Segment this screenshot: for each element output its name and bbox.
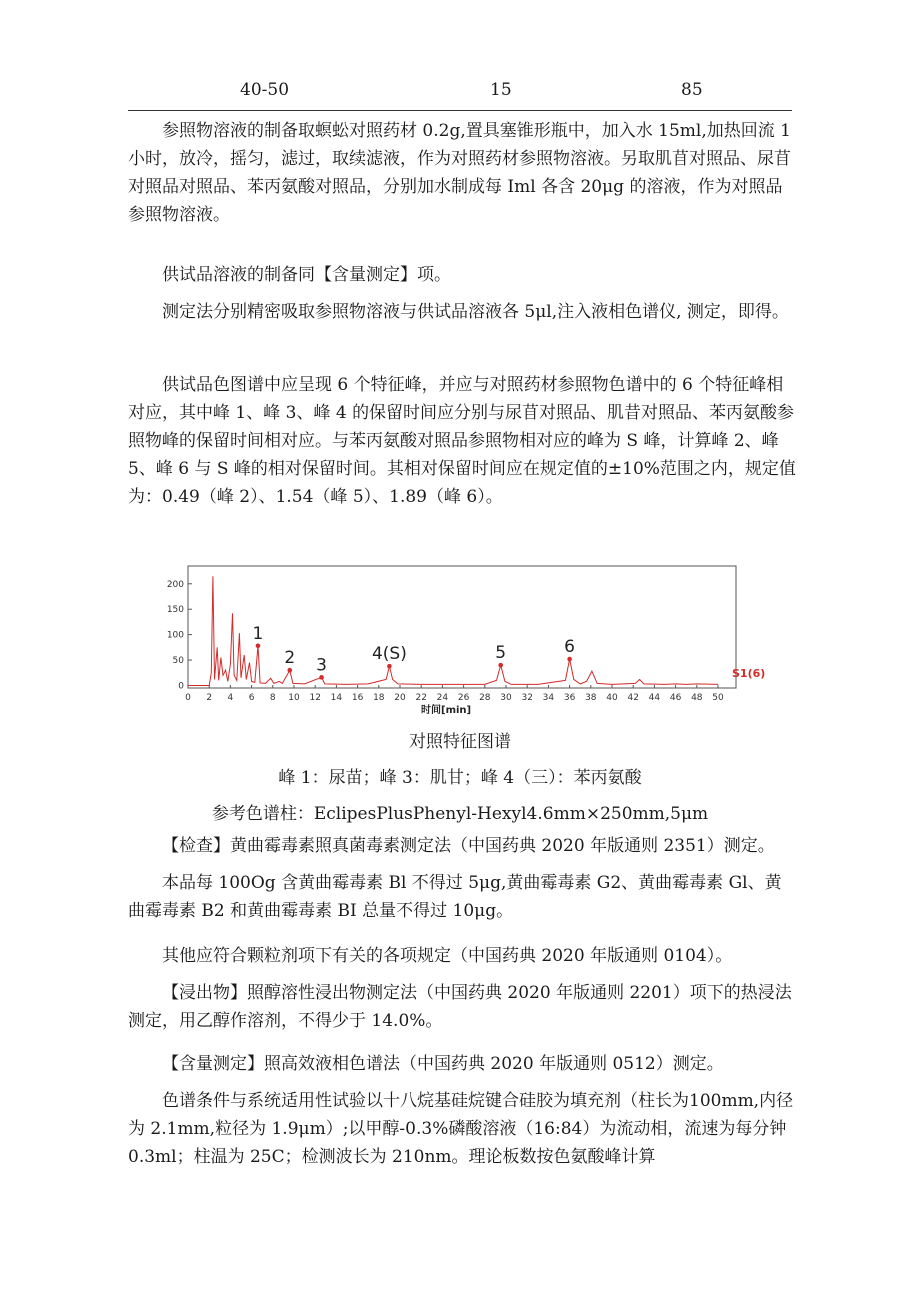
x-tick-label: 36 xyxy=(563,693,576,703)
x-tick-label: 50 xyxy=(712,693,724,703)
x-tick-label: 40 xyxy=(606,693,618,703)
x-tick-label: 4 xyxy=(227,693,234,703)
x-tick-label: 10 xyxy=(288,693,300,703)
peak-marker xyxy=(567,657,572,662)
y-tick-label: 0 xyxy=(178,681,184,692)
figure-title: 对照特征图谱 xyxy=(409,732,511,752)
x-tick-label: 12 xyxy=(309,693,321,703)
peak-marker xyxy=(387,664,392,669)
peak-marker xyxy=(287,668,292,673)
paragraph-method: 测定法分别精密吸取参照物溶液与供试品溶液各 5μl,注入液相色谱仪, 测定，即得。 xyxy=(162,302,789,322)
chromatogram-trace xyxy=(188,576,718,685)
table-cell-phase-a: 15 xyxy=(490,80,512,100)
x-tick-label: 14 xyxy=(330,693,343,703)
x-tick-label: 32 xyxy=(521,693,533,703)
peak-label: 4(S) xyxy=(371,644,407,665)
figure-column-note: 参考色谱柱：EclipesPlusPhenyl-Hexyl4.6mm×250mm,5μm xyxy=(211,804,709,824)
plot-frame xyxy=(188,566,736,688)
x-tick-label: 28 xyxy=(479,693,491,703)
paragraph-sample-prep: 供试品溶液的制备同【含量测定】项。 xyxy=(162,265,451,285)
peak-label: 1 xyxy=(252,623,264,644)
chromatogram-chart xyxy=(146,562,786,720)
x-axis-label: 时间[min] xyxy=(421,705,472,716)
peak-marker xyxy=(498,663,503,668)
x-tick-label: 18 xyxy=(373,693,385,703)
peak-marker xyxy=(256,644,261,649)
peak-label: 6 xyxy=(564,637,576,658)
x-tick-label: 38 xyxy=(585,693,597,703)
table-cell-phase-b: 85 xyxy=(681,80,703,100)
gradient-table-row xyxy=(128,74,792,111)
table-cell-time: 40-50 xyxy=(240,80,290,100)
peak-label: 5 xyxy=(495,643,507,664)
x-tick-label: 44 xyxy=(648,693,661,703)
paragraph-extractives: 【浸出物】照醇溶性浸出物测定法（中国药典 2020 年版通则 2201）项下的热浸法测定，用乙醇作溶剂，不得少于 14.0%。 xyxy=(128,983,792,1031)
x-tick-label: 26 xyxy=(457,693,470,703)
x-tick-label: 8 xyxy=(269,693,276,703)
x-tick-label: 30 xyxy=(500,693,512,703)
figure-peak-legend: 峰 1：尿苗；峰 3：肌甘；峰 4（三）：苯丙氨酸 xyxy=(278,768,642,788)
x-tick-label: 2 xyxy=(206,693,213,703)
y-tick-label: 200 xyxy=(166,579,184,590)
x-tick-label: 0 xyxy=(185,693,191,703)
paragraph-inspection: 【检查】黄曲霉毒素照真菌毒素测定法（中国药典 2020 年版通则 2351）测定。 xyxy=(162,836,775,856)
paragraph-granule-rules: 其他应符合颗粒剂项下有关的各项规定（中国药典 2020 年版通则 0104）。 xyxy=(162,946,733,966)
peak-label: 3 xyxy=(316,655,327,676)
x-tick-label: 42 xyxy=(627,693,639,703)
x-tick-label: 48 xyxy=(691,693,703,703)
paragraph-chromatographic-conditions: 色谱条件与系统适用性试验以十八烷基硅烷键合硅胶为填充剂（柱长为100mm,内径为 2.1mm,粒径为 1.9μm）;以甲醇-0.3%磷酸溶液（16:84）为流动相，流速为每分钟 0.3ml；柱温为 25C；检测波长为 210nm。理论板数按色氨酸峰计算 xyxy=(128,1091,794,1167)
y-tick-label: 50 xyxy=(172,656,184,667)
paragraph-assay: 【含量测定】照高效液相色谱法（中国药典 2020 年版通则 0512）测定。 xyxy=(162,1054,724,1074)
y-tick-label: 100 xyxy=(166,630,184,641)
paragraph-reference-prep: 参照物溶液的制备取螟蚣对照药材 0.2g,置具塞锥形瓶中，加入水 15ml,加热回流 1 小时，放冷，摇匀，滤过，取续滤液，作为对照药材参照物溶液。另取肌苜对照品、尿苜对照品对照品、苯丙氨酸对照品，分别加水制成每 Iml 各含 20μg 的溶液，作为对照品参照物溶液。 xyxy=(128,121,791,225)
x-tick-label: 46 xyxy=(669,693,682,703)
peak-label: 2 xyxy=(284,648,296,669)
x-tick-label: 20 xyxy=(394,693,406,703)
y-tick-label: 150 xyxy=(166,605,184,616)
series-label: S1(6) xyxy=(732,667,766,680)
paragraph-characteristic-peaks: 供试品色图谱中应呈现 6 个特征峰，并应与对照药材参照物色谱中的 6 个特征峰相对应，其中峰 1、峰 3、峰 4 的保留时间应分别与尿苜对照品、肌昔对照品、苯丙氨酸参照物峰的保留时间相对应。与苯丙氨酸对照品参照物相对应的峰为 S 峰，计算峰 2、峰 5、峰 6 与 S 峰的相对保留时间。其相对保留时间应在规定值的±10%范围之内，规定值为：0.49（峰 2）、1.54（峰 5）、1.89（峰 6）。 xyxy=(128,375,796,507)
x-tick-label: 34 xyxy=(542,693,555,703)
x-tick-label: 6 xyxy=(248,693,255,703)
peak-marker xyxy=(319,675,324,680)
x-tick-label: 24 xyxy=(436,693,449,703)
x-tick-label: 22 xyxy=(415,693,427,703)
paragraph-aflatoxin-limit: 本品每 100Og 含黄曲霉毒素 Bl 不得过 5μg,黄曲霉毒素 G2、黄曲霉毒素 Gl、黄曲霉毒素 B2 和黄曲霉毒素 BI 总量不得过 10μg。 xyxy=(128,873,782,921)
x-tick-label: 16 xyxy=(351,693,364,703)
